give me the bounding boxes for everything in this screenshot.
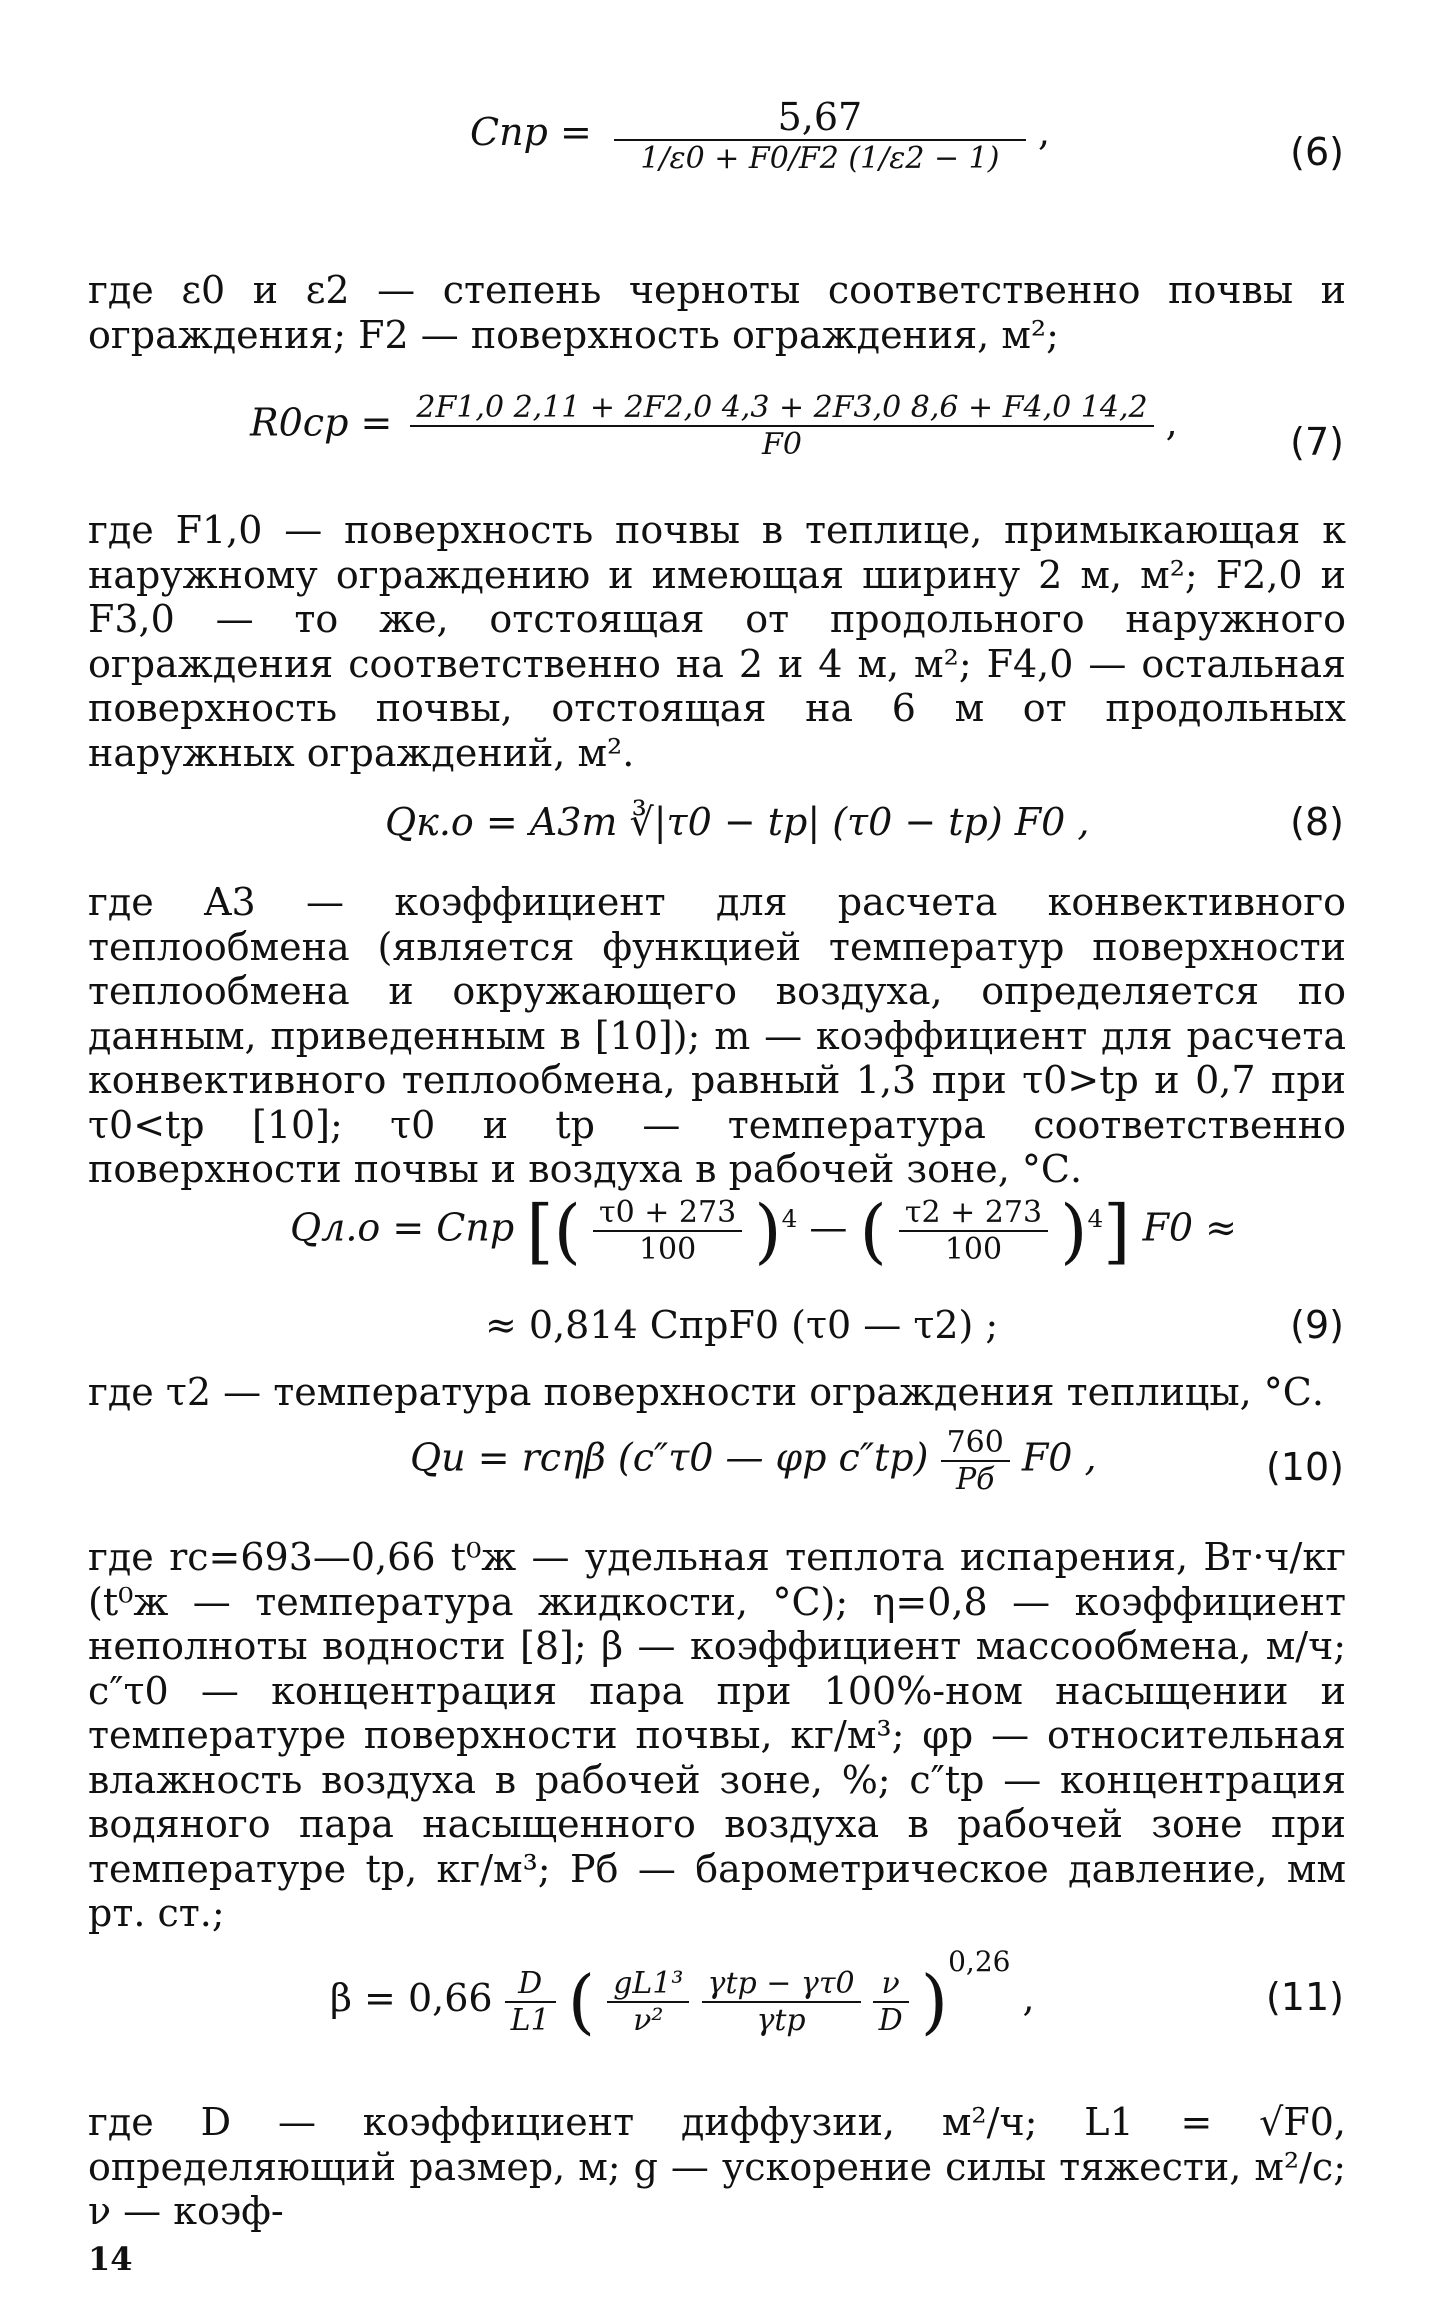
eq11-f3-denominator: γtр: [756, 2002, 806, 2038]
eq9-f1-denominator: 100: [638, 1232, 697, 1267]
eq6-fraction: [614, 95, 1026, 176]
eq7-number: (7): [1290, 420, 1344, 464]
eq7-lhs: R0ср =: [250, 400, 393, 445]
paragraph-6: где D — коэффициент диффузии, м²/ч; L1 = √F0, определяющий размер, м; g — ускорение силы тяжести, м²/с; ν — коэф-: [88, 2100, 1346, 2233]
eq11-fraction-3: [702, 1966, 861, 2038]
eq7-denominator: F0: [762, 427, 802, 462]
eq11-lhs: β = 0,66: [330, 1976, 493, 2020]
equation-7: R0ср = $\frac{2F1,0 2,11 + 2F2,0 4,3 + 2F3,0 8,6 + F4,0 14,2}{F0}$ , (7): [250, 390, 1344, 464]
eq6-numerator: 5,67: [614, 95, 1026, 141]
eq10-fraction: [941, 1425, 1010, 1497]
eq10-denominator: Pб: [955, 1462, 995, 1497]
eq11-f4-denominator: D: [878, 2002, 903, 2038]
eq9-line-2: ≈ 0,814 CпрF0 (τ0 — τ2) ;: [485, 1303, 999, 1347]
equation-10: [0, 1425, 1454, 1525]
eq11-f1-numerator: D: [505, 1966, 556, 2003]
eq8-number: (8): [1290, 800, 1344, 844]
paragraph-3: где A3 — коэффициент для расчета конвективного теплообмена (является функцией температур поверхности теплообмена и окружающего воздуха, определяется по данным, приведенным в [10]); m — коэффициент для расчета конвективного теплообмена, равный 1,3 при τ0>tр и 0,7 при τ0<tр [10]; τ0 и tр — температура соответственно поверхности почвы и воздуха в рабочей зоне, °С.: [88, 880, 1346, 1191]
eq6-lhs: Cпр =: [470, 110, 592, 154]
eq11-fraction-1: [505, 1966, 556, 2038]
equation-11: β = 0,66 $\frac{D}{L1}$ ( $\frac{\text{gL1³}}{\text{ν²}}$ $\frac{\text{γtр − γτ0}}{\text{γtр}}$ $\frac{\nu}{D}$ )$^{0,26}$ , (11): [330, 1945, 1344, 2043]
eq9-f2-denominator: 100: [944, 1232, 1003, 1267]
eq9-f1-numerator: τ0 + 273: [593, 1195, 742, 1232]
paragraph-2: где F1,0 — поверхность почвы в теплице, примыкающая к наружному ограждению и имеющая ширину 2 м, м²; F2,0 и F3,0 — то же, отстоящая от продольного наружного ограждения соответственно на 2 и 4 м, м²; F4,0 — остальная поверхность почвы, отстоящая на 6 м от продольных наружных ограждений, м².: [88, 508, 1346, 775]
eq10-numerator: 760: [941, 1425, 1010, 1462]
eq6-denominator: 1/ε0 + F0/F2 (1/ε2 − 1): [640, 141, 1000, 176]
eq9-rhs: F0 ≈: [1142, 1205, 1238, 1250]
eq11-f2-denominator: ν²: [633, 2002, 664, 2038]
eq11-f2-numerator: gL1³: [607, 1966, 689, 2003]
equation-8: [0, 800, 1454, 860]
eq9-fraction-1: [593, 1195, 742, 1267]
eq9-lhs: Qл.о = Cпр: [290, 1205, 515, 1250]
eq11-fraction-4: [873, 1966, 909, 2038]
equation-6: Cпр = $\frac{5,67}{1/\varepsilon 0 + F0/F2 (1/\varepsilon 2 - 1)}$ , (6): [470, 95, 1344, 176]
paragraph-5: где rс=693—0,66 t⁰ж — удельная теплота испарения, Вт·ч/кг (t⁰ж — температура жидкости, °С); η=0,8 — коэффициент неполноты водности [8]; β — коэффициент массообмена, м/ч; c″τ0 — концентрация пара при 100%-ном насыщении и температуре поверхности почвы, кг/м³; φр — относительная влажность воздуха в рабочей зоне, %; c″tр — концентрация водяного пара насыщенного воздуха в рабочей зоне при температуре tр, кг/м³; Pб — барометрическое давление, мм рт. ст.;: [88, 1535, 1346, 1935]
eq10-lhs: Qи = rсηβ (c″τ0 — φр c″tр): [410, 1435, 929, 1480]
eq7-fraction: [410, 390, 1153, 462]
eq11-fraction-2: [607, 1966, 689, 2038]
page-number: 14: [88, 2240, 133, 2278]
eq9-f2-numerator: τ2 + 273: [899, 1195, 1048, 1232]
eq9-number: (9): [1290, 1303, 1344, 1347]
eq10-number: (10): [1265, 1445, 1344, 1489]
eq11-exponent: 0,26: [948, 1945, 1011, 1978]
eq11-number: (11): [1265, 1975, 1344, 2019]
eq8-body: Qк.о = A3m ∛|τ0 − tр| (τ0 − tр) F0 ,: [385, 800, 1090, 844]
equation-9: Qл.о = Cпр [( $\frac{\tau 0 + 273}{100}$ )$^4$ — ( $\frac{\tau 2 + 273}{100}$ )$^4$] F0 ≈ ≈ 0,814 CпрF0 (τ0 — τ2) ; (9): [290, 1190, 1344, 1347]
eq11-f4-numerator: ν: [873, 1966, 909, 2003]
eq9-fraction-2: [899, 1195, 1048, 1267]
eq10-rhs: F0 ,: [1021, 1435, 1097, 1480]
eq6-number: (6): [1290, 130, 1344, 174]
paragraph-4: где τ2 — температура поверхности ограждения теплицы, °С.: [88, 1370, 1324, 1414]
eq11-f1-denominator: L1: [510, 2002, 550, 2038]
eq7-numerator: 2F1,0 2,11 + 2F2,0 4,3 + 2F3,0 8,6 + F4,0 14,2: [410, 390, 1153, 427]
paragraph-1: где ε0 и ε2 — степень черноты соответственно почвы и ограждения; F2 — поверхность ограждения, м²;: [88, 268, 1346, 357]
eq11-f3-numerator: γtр − γτ0: [702, 1966, 861, 2003]
